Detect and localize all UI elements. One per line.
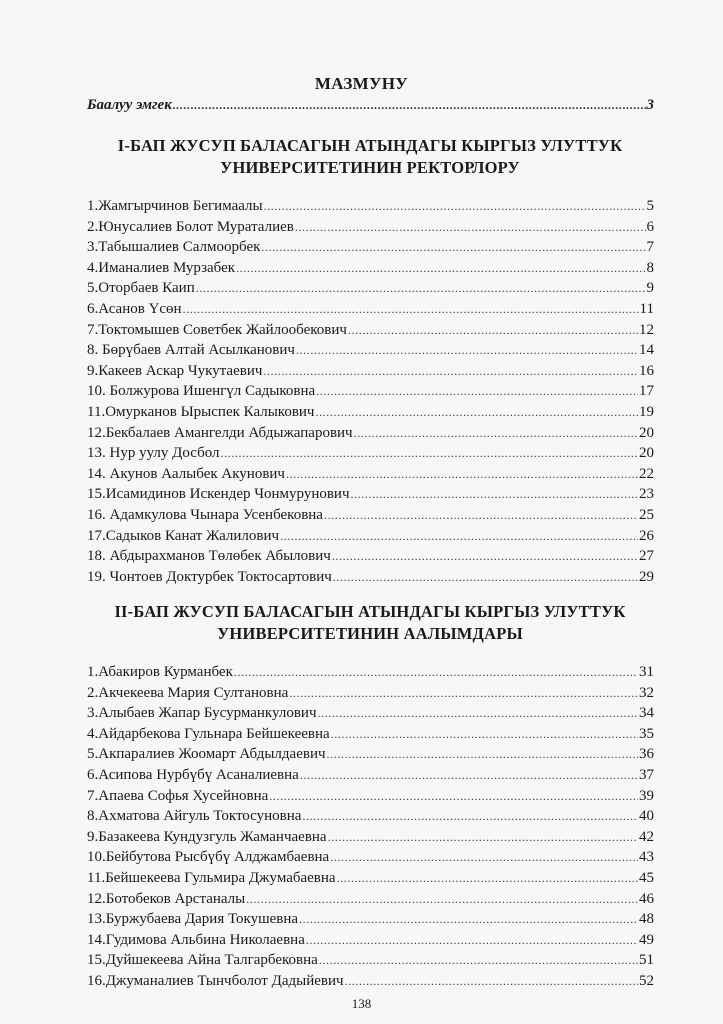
toc-entry-label: 9.Какеев Аскар Чукутаевич: [87, 362, 263, 379]
toc-entry-label: 4.Айдарбекова Гульнара Бейшекеевна: [87, 725, 330, 742]
dot-leader: [319, 950, 638, 970]
dot-leader: [299, 909, 638, 929]
toc-entry: [87, 237, 654, 257]
toc-entry-label: 1.Жамгырчинов Бегимаалы: [87, 198, 263, 214]
toc-entry-page: 25: [639, 507, 654, 523]
toc-entry-page: 20: [639, 424, 654, 441]
dot-leader: [318, 703, 639, 723]
dot-leader: [351, 484, 639, 504]
toc-entry: [87, 258, 654, 278]
toc-entry-label: 6.Асипова Нурбүбү Асаналиевна: [87, 767, 299, 783]
toc-entry-label: 4.Иманалиев Мурзабек: [87, 259, 236, 276]
toc-entry: [87, 765, 654, 785]
toc-entry-label: 17.Садыков Канат Жалилович: [87, 527, 280, 544]
toc-entry-page: 35: [639, 725, 654, 742]
toc-entry-label: 2.Акчекеева Мария Султановна: [87, 684, 289, 701]
dot-leader: [316, 381, 638, 401]
toc-entry-label: 15.Дуйшекеева Айна Талгарбековна: [87, 952, 318, 969]
toc-entry-page: 52: [639, 973, 654, 989]
dot-leader: [332, 546, 638, 566]
dot-leader: [183, 299, 639, 319]
dot-leader: [315, 402, 638, 422]
chapter-1-title-line: I-БАП ЖУСУП БАЛАСАГЫН АТЫНДАГЫ КЫРГЫЗ УЛУТТУК: [117, 136, 623, 155]
toc-entry: [87, 724, 654, 744]
dot-leader: [300, 765, 638, 785]
dot-leader: [286, 464, 638, 484]
toc-entry-page: 31: [639, 664, 654, 680]
dot-leader: [354, 423, 638, 443]
toc-entry-page: 17: [639, 383, 654, 400]
toc-entry-label: 5.Оторбаев Каип: [87, 280, 195, 297]
toc-entry-page: 7: [646, 239, 654, 256]
toc-entry-page: 42: [639, 828, 654, 845]
toc-entry-page: 46: [639, 890, 654, 907]
toc-entry: [87, 909, 654, 929]
toc-entry-page: 20: [639, 445, 654, 462]
toc-entry-label: 13. Нур уулу Досбол: [87, 445, 220, 462]
toc-entry-page: 43: [639, 849, 654, 866]
toc-entry: [87, 683, 654, 703]
toc-entry-label: Баалуу эмгек: [87, 97, 172, 113]
toc-entry: [87, 930, 654, 950]
toc-entry-label: 15.Исамидинов Искендер Чонмурунович: [87, 486, 350, 503]
toc-entry-label: 10.Бейбутова Рысбүбү Алджамбаевна: [87, 849, 330, 866]
toc-entry-label: 1.Абакиров Курманбек: [87, 664, 233, 680]
toc-entry: [87, 505, 654, 525]
toc-entry: [87, 217, 654, 237]
toc-entry: [87, 889, 654, 909]
toc-entry: [87, 567, 654, 587]
chapter-2-title: [70, 601, 670, 645]
toc-entry-label: 19. Чонтоев Доктурбек Токтосартович: [87, 568, 332, 585]
toc-entry-page: 40: [639, 808, 654, 825]
toc-heading: МАЗМУНУ: [314, 74, 409, 93]
toc-entry: [87, 827, 654, 847]
toc-entry-page: 8: [646, 259, 654, 276]
chapter-2-title-line: II-БАП ЖУСУП БАЛАСАГЫН АТЫНДАГЫ КЫРГЫЗ УЛУТТУК: [114, 602, 626, 621]
toc-entry-page: 27: [639, 548, 654, 565]
toc-entry-page: 34: [639, 705, 654, 722]
toc-entry-intro: [87, 95, 654, 115]
dot-leader: [302, 806, 638, 826]
toc-entry-page: 45: [639, 870, 654, 886]
toc-entry-page: 37: [639, 767, 654, 783]
toc-entry: [87, 950, 654, 970]
toc-entry: [87, 868, 654, 888]
toc-entry-label: 12.Бекбалаев Амангелди Абдыжапарович: [87, 424, 353, 441]
toc-entry-page: 14: [639, 342, 654, 359]
dot-leader: [246, 889, 638, 909]
toc-entry-label: 9.Базакеева Кундузгуль Жаманчаевна: [87, 828, 327, 845]
toc-entry: [87, 484, 654, 504]
toc-entry-label: 14.Гудимова Альбина Николаевна: [87, 931, 305, 948]
toc-entry-label: 10. Болжурова Ишенгүл Садыковна: [87, 383, 316, 400]
toc-entry-page: 36: [639, 746, 654, 763]
toc-entry-page: 22: [639, 465, 654, 482]
toc-entry-label: 6.Асанов Үсөн: [87, 301, 182, 317]
toc-entry: [87, 423, 654, 443]
toc-entry-label: 5.Акпаралиев Жоомарт Абдылдаевич: [87, 746, 326, 763]
toc-entry: [87, 786, 654, 806]
dot-leader: [221, 443, 638, 463]
toc-entry: [87, 381, 654, 401]
dot-leader: [234, 662, 638, 682]
dot-leader: [337, 868, 638, 888]
dot-leader: [280, 526, 638, 546]
toc-entry-label: 7.Токтомышев Советбек Жайлообекович: [87, 321, 347, 338]
dot-leader: [333, 567, 638, 587]
dot-leader: [173, 95, 646, 115]
dot-leader: [330, 847, 638, 867]
chapter-1-title: [70, 135, 670, 179]
toc-entry-label: 16. Адамкулова Чынара Усенбековна: [87, 507, 323, 523]
toc-entry-label: 12.Ботобеков Арстаналы: [87, 890, 246, 907]
dot-leader: [324, 505, 638, 525]
dot-leader: [328, 827, 638, 847]
dot-leader: [263, 361, 638, 381]
toc-entry: [87, 361, 654, 381]
toc-entry: [87, 806, 654, 826]
toc-entry-page: 29: [639, 568, 654, 585]
toc-entry: [87, 526, 654, 546]
toc-entry: [87, 464, 654, 484]
dot-leader: [296, 340, 638, 360]
toc-entry-label: 2.Юнусалиев Болот Мураталиев: [87, 218, 294, 235]
toc-entry-page: 49: [639, 931, 654, 948]
toc-entry: [87, 847, 654, 867]
toc-entry: [87, 443, 654, 463]
toc-entry: [87, 196, 654, 216]
chapter-2-title-line: УНИВЕРСИТЕТИНИН ААЛЫМДАРЫ: [217, 624, 523, 643]
toc-entry-label: 11.Омурканов Ырыспек Калыкович: [87, 404, 315, 420]
toc-entry-page: 3: [646, 97, 654, 113]
dot-leader: [295, 217, 646, 237]
toc-entry: [87, 971, 654, 991]
dot-leader: [331, 724, 638, 744]
toc-entry: [87, 546, 654, 566]
toc-entry: [87, 662, 654, 682]
dot-leader: [306, 930, 638, 950]
dot-leader: [289, 683, 638, 703]
toc-entry-page: 9: [646, 280, 654, 297]
toc-entry-label: 3.Алыбаев Жапар Бусурманкулович: [87, 705, 317, 722]
toc-entry-page: 6: [646, 218, 654, 235]
toc-entry-label: 18. Абдырахманов Төлөбек Абылович: [87, 548, 331, 565]
toc-entry-page: 19: [639, 404, 654, 420]
toc-entry: [87, 278, 654, 298]
dot-leader: [196, 278, 646, 298]
toc-entry-label: 8. Бөрүбаев Алтай Асылканович: [87, 342, 295, 359]
toc-entry-label: 7.Апаева Софья Хусейновна: [87, 787, 269, 804]
toc-entry-label: 11.Бейшекеева Гульмира Джумабаевна: [87, 870, 336, 886]
toc-entry: [87, 703, 654, 723]
chapter-1-title-line: УНИВЕРСИТЕТИНИН РЕКТОРЛОРУ: [220, 158, 520, 177]
toc-entry: [87, 340, 654, 360]
toc-entry-label: 8.Ахматова Айгуль Токтосуновна: [87, 808, 302, 825]
toc-entry-page: 32: [639, 684, 654, 701]
toc-entry-page: 11: [639, 301, 654, 317]
dot-leader: [264, 196, 646, 216]
toc-entry: [87, 299, 654, 319]
toc-entry-page: 23: [639, 486, 654, 503]
dot-leader: [269, 786, 638, 806]
page-number: 138: [351, 996, 372, 1011]
toc-entry: [87, 402, 654, 422]
dot-leader: [348, 320, 638, 340]
dot-leader: [236, 258, 645, 278]
dot-leader: [345, 971, 638, 991]
toc-entry-page: 39: [639, 787, 654, 804]
toc-entry-label: 16.Джуманалиев Тынчболот Дадыйевич: [87, 973, 344, 989]
toc-entry-label: 3.Табышалиев Салмоорбек: [87, 239, 261, 256]
toc-entry-page: 5: [646, 198, 654, 214]
dot-leader: [327, 744, 638, 764]
toc-entry-label: 13.Буржубаева Дария Токушевна: [87, 911, 299, 928]
toc-entry: [87, 744, 654, 764]
dot-leader: [261, 237, 645, 257]
toc-entry-label: 14. Акунов Аалыбек Акунович: [87, 465, 285, 482]
toc-entry-page: 51: [639, 952, 654, 969]
toc-entry-page: 16: [639, 362, 654, 379]
toc-entry-page: 12: [639, 321, 654, 338]
toc-entry-page: 48: [639, 911, 654, 928]
toc-entry-page: 26: [639, 527, 654, 544]
toc-entry: [87, 320, 654, 340]
